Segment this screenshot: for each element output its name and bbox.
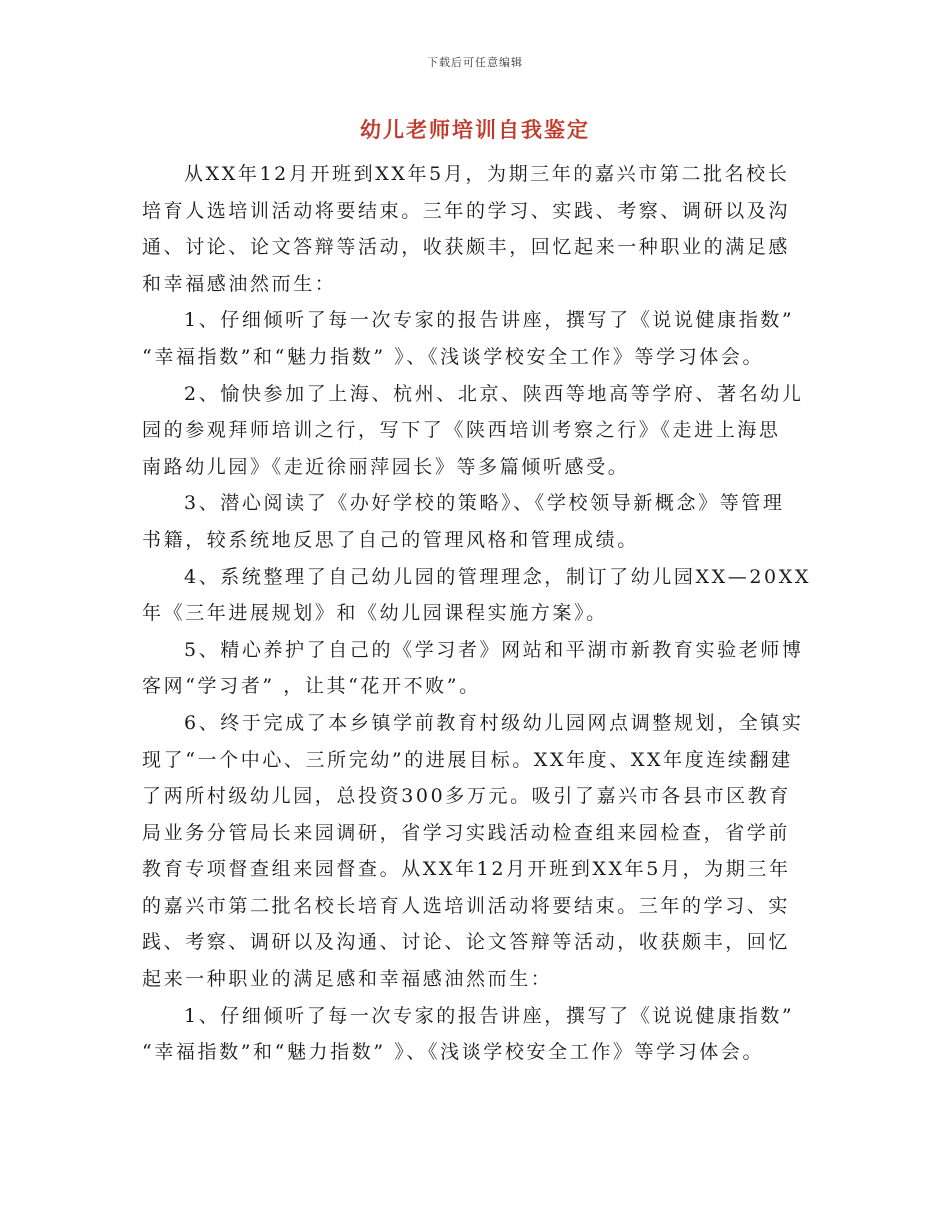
text-line: 现了“一个中心、三所完幼”的进展目标。XX年度、XX年度连续翻建 (142, 748, 793, 771)
document-title: 幼儿老师培训自我鉴定 (360, 117, 590, 142)
text-line: 4、系统整理了自己幼儿园的管理理念，制订了幼儿园XX—20XX (184, 565, 811, 588)
text-line: 了两所村级幼儿园，总投资300多万元。吸引了嘉兴市各县市区教育 (142, 785, 791, 808)
text-line: 局业务分管局长来园调研，省学习实践活动检查组来园检查，省学前 (142, 821, 791, 844)
text-line: “幸福指数”和“魅力指数” 》、《浅谈学校安全工作》等学习体会。 (142, 1041, 765, 1064)
text-line: 3、潜心阅读了《办好学校的策略》、《学校领导新概念》等管理 (184, 492, 785, 515)
text-line: 客网“学习者” ，让其“花开不败”。 (142, 675, 481, 698)
text-line: 培育人选培训活动将要结束。三年的学习、实践、考察、调研以及沟 (142, 199, 791, 222)
text-line: 和幸福感油然而生： (142, 272, 337, 295)
text-line: 年《三年进展规划》和《幼儿园课程实施方案》。 (142, 602, 608, 625)
text-line: 起来一种职业的满足感和幸福感油然而生： (142, 968, 553, 991)
document-body (142, 156, 822, 1071)
text-line: 园的参观拜师培训之行，写下了《陕西培训考察之行》《走进上海思 (142, 419, 781, 442)
text-line: 1、仔细倾听了每一次专家的报告讲座，撰写了《说说健康指数” (184, 309, 795, 332)
text-line: 从XX年12月开班到XX年5月，为期三年的嘉兴市第二批名校长 (184, 163, 790, 185)
text-line: 1、仔细倾听了每一次专家的报告讲座，撰写了《说说健康指数” (184, 1004, 795, 1027)
text-line: 的嘉兴市第二批名校长培育人选培训活动将要结束。三年的学习、实 (142, 894, 791, 917)
text-line: 南路幼儿园》《走近徐丽萍园长》等多篇倾听感受。 (142, 455, 630, 478)
text-line: 通、讨论、论文答辩等活动，收获颇丰，回忆起来一种职业的满足感 (142, 236, 791, 259)
text-line: 2、愉快参加了上海、杭州、北京、陕西等地高等学府、著名幼儿 (184, 382, 804, 405)
text-line: 教育专项督查组来园督查。从XX年12月开班到XX年5月，为期三年 (142, 858, 791, 881)
text-line: 5、精心养护了自己的《学习者》网站和平湖市新教育实验老师博 (184, 638, 804, 661)
text-line: 6、终于完成了本乡镇学前教育村级幼儿园网点调整规划，全镇实 (184, 711, 804, 734)
page-header-note: 下载后可任意编辑 (427, 56, 523, 69)
text-line: 书籍，较系统地反思了自己的管理风格和管理成绩。 (142, 528, 639, 551)
text-line: 践、考察、调研以及沟通、讨论、论文答辩等活动，收获颇丰，回忆 (142, 931, 791, 954)
text-line: “幸福指数”和“魅力指数” 》、《浅谈学校安全工作》等学习体会。 (142, 345, 765, 368)
